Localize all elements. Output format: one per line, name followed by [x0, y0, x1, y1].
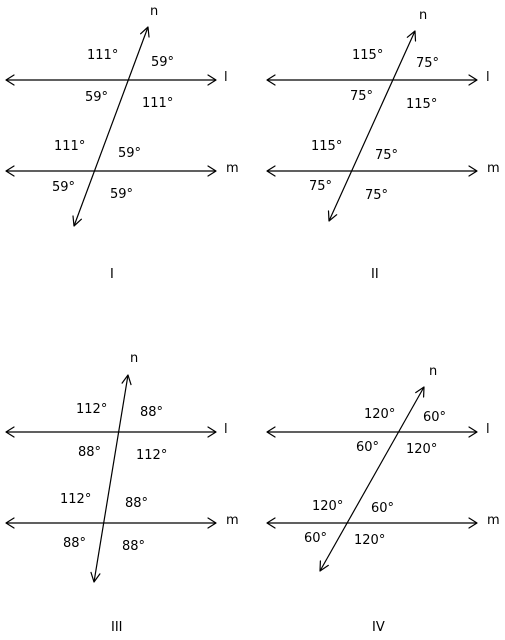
label-m: m: [226, 513, 239, 528]
angle-label: 111°: [87, 48, 119, 63]
angle-label: 59°: [52, 180, 76, 195]
angle-label: 112°: [60, 492, 92, 507]
angle-label: 111°: [142, 96, 174, 111]
angle-label: 75°: [375, 148, 399, 163]
angle-label: 88°: [63, 536, 87, 551]
angle-label: 88°: [122, 539, 146, 554]
angle-label: 75°: [416, 56, 440, 71]
figure-4: [267, 364, 500, 635]
angle-label: 120°: [354, 533, 386, 548]
figure-caption: III: [111, 620, 123, 635]
figure-caption: I: [110, 267, 114, 282]
label-n: n: [150, 4, 159, 19]
label-l: l: [486, 422, 490, 437]
angle-label: 112°: [136, 448, 168, 463]
label-m: m: [487, 161, 500, 176]
figure-caption: II: [371, 267, 379, 282]
angle-label: 88°: [125, 496, 149, 511]
angle-label: 115°: [311, 139, 343, 154]
label-m: m: [226, 161, 239, 176]
angle-label: 59°: [110, 187, 134, 202]
angle-label: 59°: [151, 55, 175, 70]
angle-label: 111°: [54, 139, 86, 154]
figure-1: [6, 4, 239, 282]
angle-label: 60°: [304, 531, 328, 546]
angle-label: 120°: [406, 442, 438, 457]
angle-label: 75°: [350, 89, 374, 104]
angle-label: 120°: [312, 499, 344, 514]
label-n: n: [429, 364, 438, 379]
angle-label: 59°: [118, 146, 142, 161]
angle-label: 115°: [406, 97, 438, 112]
angle-label: 59°: [85, 90, 109, 105]
figure-3: [6, 351, 239, 635]
label-l: l: [224, 70, 228, 85]
angle-label: 75°: [365, 188, 389, 203]
angle-label: 112°: [76, 402, 108, 417]
angle-label: 88°: [78, 445, 102, 460]
figure-2: [267, 8, 500, 282]
angle-label: 60°: [423, 410, 447, 425]
label-n: n: [419, 8, 428, 23]
angle-label: 115°: [352, 48, 384, 63]
angle-label: 75°: [309, 179, 333, 194]
label-m: m: [487, 513, 500, 528]
label-n: n: [130, 351, 139, 366]
angle-label: 60°: [356, 440, 380, 455]
figure-caption: IV: [372, 620, 385, 635]
angle-label: 88°: [140, 405, 164, 420]
label-l: l: [224, 422, 228, 437]
angle-label: 60°: [371, 501, 395, 516]
angle-label: 120°: [364, 407, 396, 422]
label-l: l: [486, 70, 490, 85]
